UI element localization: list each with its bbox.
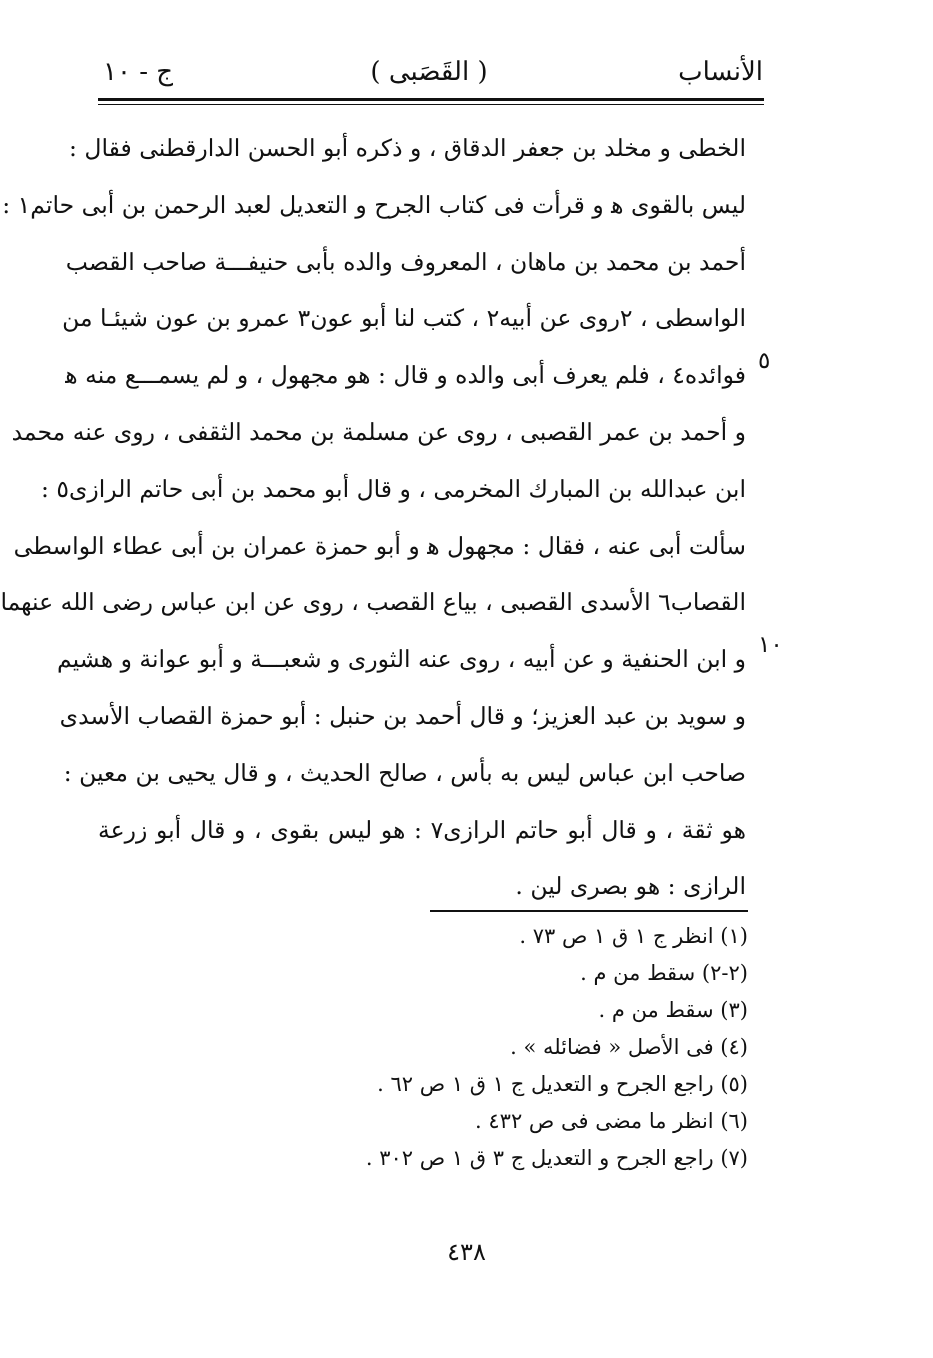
text-line: سألت أبى عنه ، فقال : مجهول ﻫ و أبو حمزة عمران بن أبى عطاء الواسطى — [13, 531, 746, 560]
text-line: فوائده٤ ، فلم يعرف أبى والده و قال : هو مجهول ، و لم يسمـــع منه ﻫ — [65, 361, 746, 390]
footnote: (٦) انظر ما مضى فى ص ٤٣٢ . — [475, 1109, 748, 1133]
text-line: ابن عبدالله بن المبارك المخرمى ، و قال أبو محمد بن أبى حاتم الرازى٥ : — [40, 474, 746, 503]
running-header — [95, 52, 763, 96]
page-number: ٤٣٨ — [447, 1238, 486, 1266]
main-text — [0, 120, 746, 915]
text-line: و سويد بن عبد العزيز؛ و قال أحمد بن حنبل : أبو حمزة القصاب الأسدى — [59, 701, 746, 730]
footnote: (٤) فى الأصل « فضائله » . — [510, 1035, 748, 1059]
text-line: الرازى : هو بصرى لين . — [515, 872, 746, 901]
header-rule-thick — [98, 98, 764, 101]
footnote: (٥) راجع الجرح و التعديل ج ١ ق ١ ص ٦٢ . — [377, 1072, 748, 1096]
footnote: (٢-٢) سقط من م . — [580, 961, 748, 985]
footnote: (٧) راجع الجرح و التعديل ج ٣ ق ١ ص ٣٠٢ . — [365, 1146, 748, 1170]
text-line: أحمد بن محمد بن ماهان ، المعروف والده بأبى حنيفـــة صاحب القصب — [65, 247, 746, 276]
text-line: و أحمد بن عمر القصبى ، روى عن مسلمة بن محمد الثقفى ، روى عنه محمد — [11, 417, 746, 446]
footnote: (٣) سقط من م . — [598, 998, 748, 1022]
text-line: هو ثقة ، و قال أبو حاتم الرازى٧ : هو ليس بقوى ، و قال أبو زرعة — [98, 815, 746, 844]
footnote: (١) انظر ج ١ ق ١ ص ٧٣ . — [519, 924, 748, 948]
text-line: ليس بالقوى ﻫ و قرأت فى كتاب الجرح و التعديل لعبد الرحمن بن أبى حاتم١ : — [2, 190, 746, 219]
text-line: و ابن الحنفية و عن أبيه ، روى عنه الثورى و شعبـــة و أبو عوانة و هشيم — [57, 645, 746, 674]
footnote-rule — [430, 910, 748, 912]
footnotes — [240, 918, 748, 1177]
header-rule-thin — [98, 104, 764, 105]
text-line: القصاب٦ الأسدى القصبى ، بياع القصب ، روى عن ابن عباس رضى الله عنهما — [0, 588, 746, 617]
header-volume: ج - ١٠ — [103, 57, 174, 87]
line-number-5: ٥ — [758, 348, 771, 374]
text-line: صاحب ابن عباس ليس به بأس ، صالح الحديث ، و قال يحيى بن معين : — [63, 758, 746, 787]
header-book-title: الأنساب — [678, 57, 763, 87]
text-line: الخطى و مخلد بن جعفر الدقاق ، و ذكره أبو الحسن الدارقطنى فقال : — [68, 134, 746, 162]
text-line: الواسطى ، ٢روى عن أبيه٢ ، كتب لنا أبو عون٣ عمرو بن عون شيئـا من — [62, 304, 746, 333]
line-number-10: ١٠ — [758, 632, 783, 658]
header-entry-title: ( القَصَبى ) — [370, 57, 488, 87]
